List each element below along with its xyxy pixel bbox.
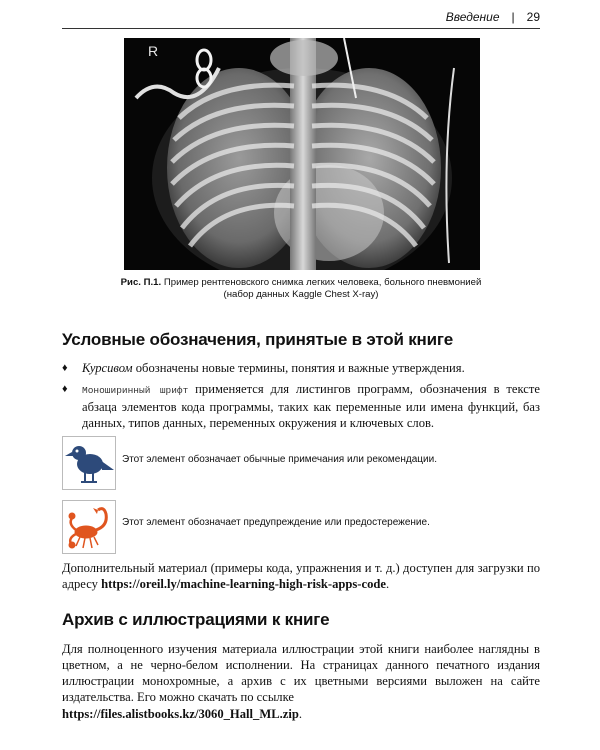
caption-label: Рис. П.1. [120, 277, 162, 288]
note-text: Этот элемент обозначает обычные примечания или рекомендации. [122, 454, 437, 465]
code-download-link[interactable]: https://oreil.ly/machine-learning-high-risk-apps-code [101, 577, 386, 591]
extra-material-paragraph [62, 560, 540, 592]
archive-url-end: . [298, 707, 303, 721]
header-rule [62, 28, 540, 29]
figure-caption [62, 277, 540, 301]
scorpion-warning-icon [62, 500, 116, 554]
header-separator: | [511, 10, 515, 24]
archive-link-line [62, 706, 302, 722]
page-number: 29 [526, 10, 540, 24]
xray-side-marker: R [148, 43, 159, 59]
header-section-title: Введение [445, 10, 500, 24]
crow-note-icon [62, 436, 116, 490]
bullet-monospace [62, 381, 540, 431]
archive-download-link[interactable]: https://files.alistbooks.kz/3060_Hall_ML.zip [62, 707, 299, 721]
italic-example: Курсивом [82, 361, 133, 375]
monospace-example: Моноширинный шрифт [82, 385, 189, 396]
diamond-bullet-icon: ♦ [62, 383, 68, 395]
caption-text: Пример рентгеновского снимка легких человека, больного пневмонией [163, 277, 482, 288]
diamond-bullet-icon: ♦ [62, 362, 68, 374]
page-header [62, 8, 540, 26]
warning-text: Этот элемент обозначает предупреждение или предостережение. [122, 517, 430, 528]
chest-xray-image [124, 38, 480, 270]
bullet-monospace-text: применяется для листингов программ, обозначения в тексте абзаца элементов кода программы, таких как переменные или имена функций, баз данных, типов данных, переменных окружения и ключевых слов. [82, 382, 540, 430]
section-heading-archive: Архив с иллюстрациями к книге [62, 610, 330, 629]
archive-paragraph: Для полноценного изучения материала иллюстрации этой книги наиболее наглядны в цветном, а не черно-белом исполнении. На страницах данного печатного издания иллюстрации монохромные, а архив с их цветными версиями выложен на сайте издательства. Его можно скачать по ссылке [62, 642, 540, 704]
extra-material-text: Дополнительный материал (примеры кода, упражнения и т. д.) доступен для загрузки по адресу [62, 561, 540, 591]
xray-drawing [124, 38, 480, 270]
note-callout [62, 436, 540, 490]
section-heading-conventions: Условные обозначения, принятые в этой книге [62, 330, 454, 349]
extra-end: . [385, 577, 390, 591]
caption-source: (набор данных Kaggle Chest X-ray) [223, 289, 379, 300]
bullet-italic [62, 360, 540, 376]
bullet-italic-text: обозначены новые термины, понятия и важные утверждения. [132, 361, 465, 375]
warning-callout [62, 500, 540, 554]
